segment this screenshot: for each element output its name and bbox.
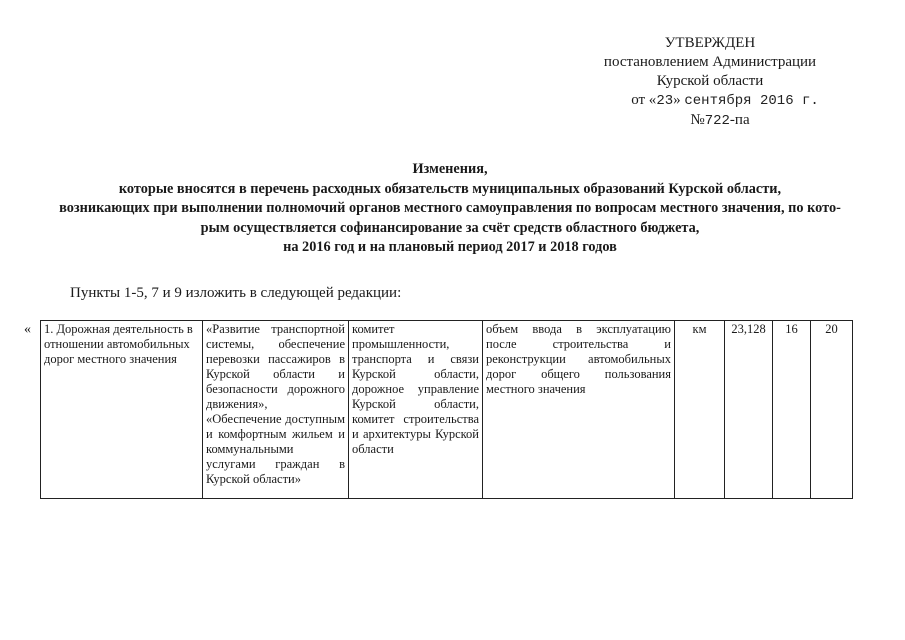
- approval-line-1: постановлением Администрации: [603, 54, 817, 70]
- title-line-4: рым осуществляется софинансирование за счёт средств областного бюджета,: [200, 219, 700, 236]
- title-line-3: возникающих при выполнении полномочий органов местного самоуправления по вопросам местного значения, по кото-: [59, 200, 841, 216]
- date-prefix: от «: [631, 92, 657, 108]
- cell-programs: «Развитие транспортной системы, обеспечение перевозки пассажиров в Курской области и безопасности дорожного движения», «Обеспечение доступным и комфортным жильем и коммунальными услугами граждан в Курской области»: [203, 321, 349, 499]
- number-value: 722: [704, 113, 730, 129]
- cell-obligation: 1. Дорожная деятельность в отношении автомобильных дорог местного значения: [41, 321, 203, 499]
- approval-number: [610, 111, 830, 131]
- obligations-table: [40, 320, 853, 499]
- opening-quote: «: [24, 322, 31, 337]
- intro-text: Пункты 1-5, 7 и 9 изложить в следующей редакции:: [70, 285, 402, 301]
- approval-date: [620, 91, 830, 111]
- title-line-2: которые вносятся в перечень расходных обязательств муниципальных образований Курской области,: [118, 180, 782, 197]
- number-suffix: -па: [729, 112, 750, 128]
- cell-indicator: объем ввода в эксплуатацию после строительства и реконструкции автомобильных дорог общего пользования местного значения: [483, 321, 675, 499]
- date-text: сентября 2016 г.: [684, 93, 819, 109]
- title-line-1: Изменения,: [412, 161, 488, 177]
- cell-responsible: комитет промышленности, транспорта и связи Курской области, дорожное управление Курской области, комитет строительства и архитектуры Курской области: [349, 321, 483, 499]
- cell-value-2016: 23,128: [725, 321, 773, 499]
- approval-line-2: Курской области: [656, 73, 764, 89]
- cell-value-2018: 20: [811, 321, 853, 499]
- approval-stamp: [590, 34, 830, 131]
- cell-value-2017: 16: [773, 321, 811, 499]
- table-row: [41, 321, 853, 499]
- cell-unit: км: [675, 321, 725, 499]
- title-line-5: на 2016 год и на плановый период 2017 и 2018 годов: [283, 239, 617, 255]
- date-day: 23: [656, 93, 674, 109]
- number-sign: №: [690, 112, 705, 128]
- document-title: [30, 160, 870, 258]
- date-quote: »: [673, 92, 681, 108]
- approval-title: УТВЕРЖДЕН: [664, 35, 756, 51]
